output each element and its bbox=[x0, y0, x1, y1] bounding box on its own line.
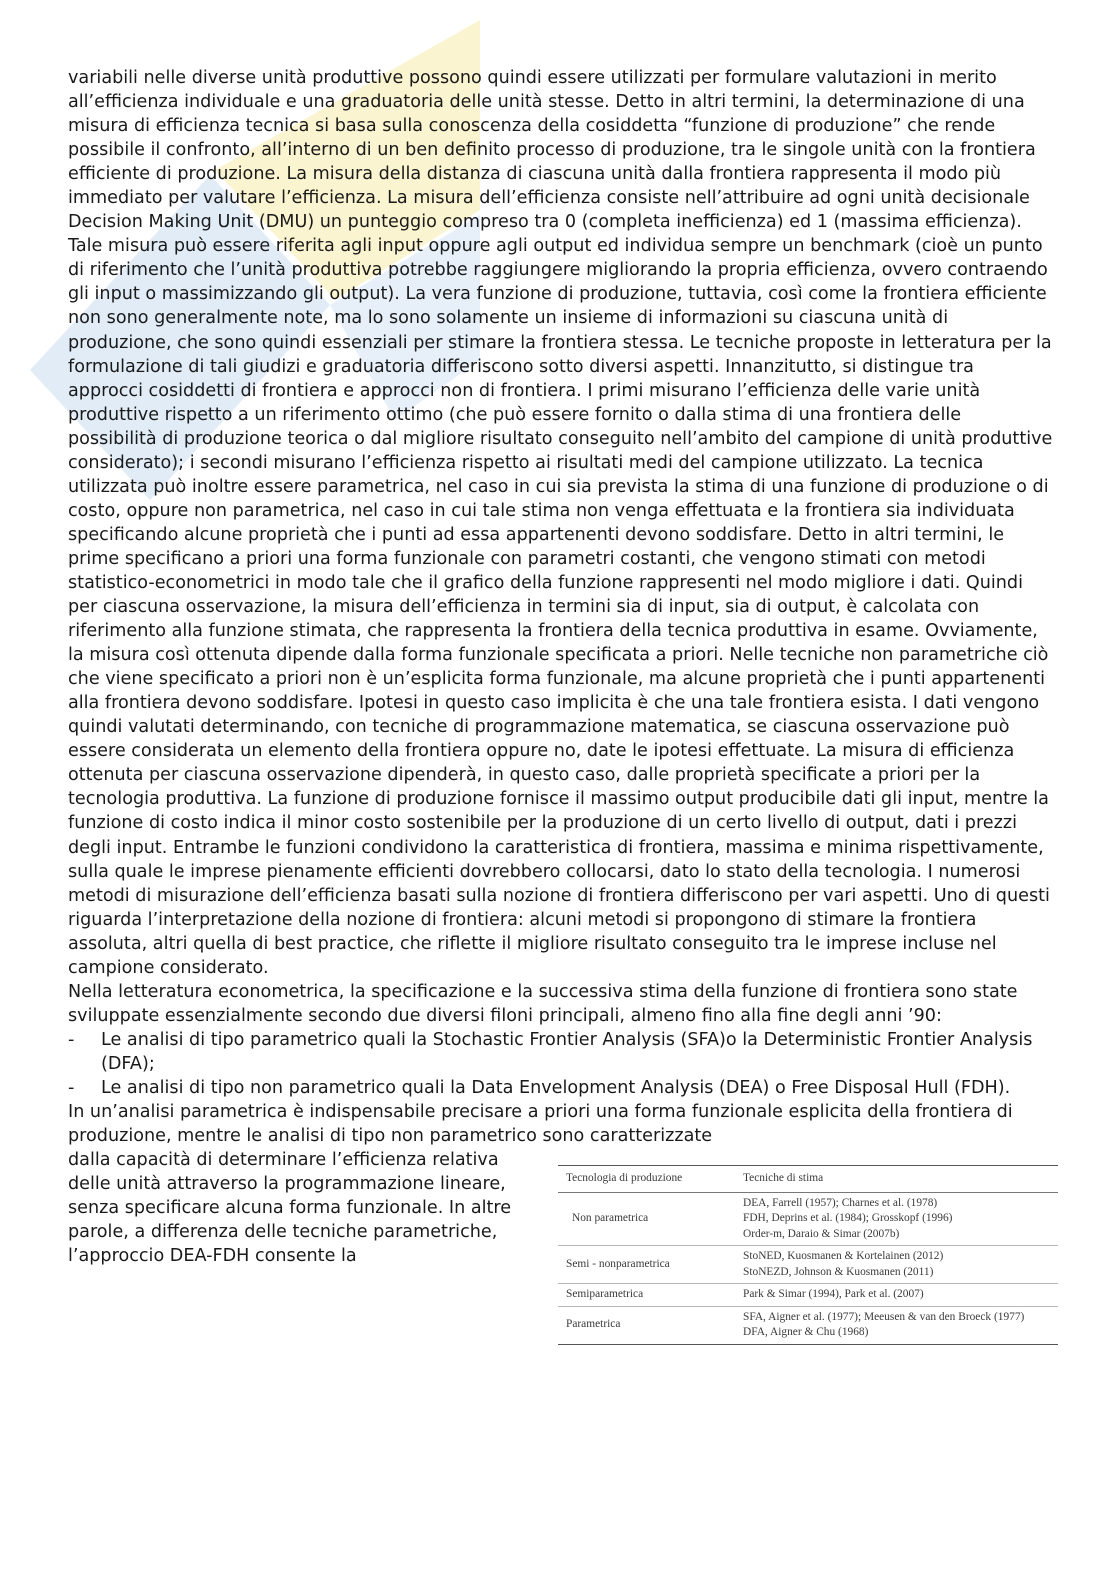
table-row bbox=[558, 1306, 1058, 1344]
category-cell: Parametrica bbox=[558, 1306, 735, 1344]
technique-line: DEA, Farrell (1957); Charnes et al. (1978) bbox=[743, 1196, 938, 1209]
table bbox=[558, 1165, 1058, 1345]
category-cell: Semi - nonparametrica bbox=[558, 1246, 735, 1284]
body-paragraph: Nella letteratura econometrica, la specificazione e la successiva stima della funzione di frontiera sono state sviluppate essenzialmente secondo due diversi filoni principali, almeno fino alla fine degli anni ’90: bbox=[68, 981, 1018, 1026]
table-header-row bbox=[558, 1166, 1058, 1193]
bullet-list bbox=[68, 1028, 1053, 1100]
technique-line: Park & Simar (1994), Park et al. (2007) bbox=[743, 1288, 924, 1301]
technique-line: StoNED, Kuosmanen & Kortelainen (2012) bbox=[743, 1250, 944, 1263]
technique-line: DFA, Aigner & Chu (1968) bbox=[743, 1326, 869, 1339]
body-paragraph: variabili nelle diverse unità produttive possono quindi essere utilizzati per formulare valutazioni in merito all’efficienza individuale e una graduatoria delle unità stesse. Detto in altri termini, la determinazione di una misura di efficienza tecnica si basa sulla conoscenza della cosiddetta “funzione di produzione” che rende possibile il confronto, all’interno di un ben definito processo di produzione, tra le singole unità con la frontiera efficiente di produzione. La misura della distanza di ciascuna unità dalla frontiera rappresenta il modo più immediato per valutare l’efficienza. La misura dell’efficienza consiste nell’attribuire ad ogni unità decisionale Decision Making Unit (DMU) un punteggio compreso tra 0 (completa inefficienza) ed 1 (massima efficienza). Tale misura può essere riferita agli input oppure agli output ed individua sempre un benchmark (cioè un punto di riferimento che l’unità produttiva potrebbe raggiungere migliorando la propria efficienza, ovvero contraendo gli input o massimizzando gli output). La vera funzione di produzione, tuttavia, così come la frontiera efficiente non sono generalmente note, ma lo sono solamente un insieme di informazioni su ciascuna unità di produzione, che sono quindi essenziali per stimare la frontiera stessa. Le tecniche proposte in letteratura per la formulazione di tali giudizi e graduatoria differiscono sotto diversi aspetti. Innanzitutto, si distingue tra approcci cosiddetti di frontiera e approcci non di frontiera. I primi misurano l’efficienza delle varie unità produttive rispetto a un riferimento ottimo (che può essere fornito o dalla stima di una frontiera delle possibilità di produzione teorica o dal migliore risultato conseguito nell’ambito del campione di unità produttive considerato); i secondi misurano l’efficienza rispetto ai risultati medi del campione utilizzato. La tecnica utilizzata può inoltre essere parametrica, nel caso in cui sia prevista la stima di una funzione di produzione o di costo, oppure non parametrica, nel caso in cui tale stima non venga effettuata e la frontiera sia individuata specificando alcune proprietà che i punti ad essa appartenenti devono soddisfare. Detto in altri termini, le prime specificano a priori una forma funzionale con parametri costanti, che vengono stimati con metodi statistico-econometrici in modo tale che il grafico della funzione rappresenti nel modo migliore i dati. Quindi per ciascuna osservazione, la misura dell’efficienza in termini sia di input, sia di output, è calcolata con riferimento alla funzione stimata, che rappresenta la frontiera della tecnica produttiva in esame. Ovviamente, la misura così ottenuta dipende dalla forma funzionale specificata a priori. Nelle tecniche non parametriche ciò che viene specificato a priori non è un’esplicita forma funzionale, ma alcune proprietà che i punti appartenenti alla frontiera devono soddisfare. Ipotesi in questo caso implicita è che una tale frontiera esista. I dati vengono quindi valutati determinando, con tecniche di programmazione matematica, se ciascuna osservazione può essere considerata un elemento della frontiera oppure no, date le ipotesi effettuate. La misura di efficienza ottenuta per ciascuna osservazione dipenderà, in questo caso, dalle proprietà specificate a priori per la tecnologia produttiva. La funzione di produzione fornisce il massimo output producibile dati gli input, mentre la funzione di costo indica il minor costo sostenibile per la produzione di un certo livello di output, dati i prezzi degli input. Entrambe le funzioni condividono la caratteristica di frontiera, massima e minima rispettivamente, sulla quale le imprese pienamente efficienti dovrebbero collocarsi, dato lo stato della tecnologia. I numerosi metodi di misurazione dell’efficienza basati sulla nozione di frontiera differiscono per vari aspetti. Uno di questi riguarda l’interpretazione della nozione di frontiera: alcuni metodi si propongono di stimare la frontiera assoluta, altri quella di best practice, che riflette il migliore risultato conseguito tra le imprese incluse nel campione considerato. bbox=[68, 68, 1053, 978]
category-cell: Semiparametrica bbox=[558, 1284, 735, 1307]
table-row bbox=[558, 1192, 1058, 1246]
techniques-cell bbox=[735, 1246, 1058, 1284]
estimation-techniques-table bbox=[558, 1165, 1058, 1345]
technique-line: FDH, Deprins et al. (1984); Grosskopf (1996) bbox=[743, 1212, 953, 1225]
wrapped-paragraph: dalla capacità di determinare l’efficienza relativa delle unità attraverso la programmazione lineare, senza specificare alcuna forma funzionale. In altre parole, a differenza delle tecniche parametriche, l’approccio DEA-FDH consente la bbox=[68, 1150, 512, 1267]
table-row bbox=[558, 1246, 1058, 1284]
category-cell: Non parametrica bbox=[558, 1192, 735, 1246]
body-paragraph: In un’analisi parametrica è indispensabile precisare a priori una forma funzionale esplicita della frontiera di produzione, mentre le analisi di tipo non parametrico sono caratterizzate bbox=[68, 1102, 1013, 1147]
list-item bbox=[68, 1028, 1053, 1076]
list-dash: - bbox=[68, 1029, 75, 1050]
list-dash: - bbox=[68, 1077, 75, 1098]
technique-line: StoNEZD, Johnson & Kuosmanen (2011) bbox=[743, 1265, 934, 1278]
list-item-text: Le analisi di tipo parametrico quali la Stochastic Frontier Analysis (SFA)o la Deterministic Frontier Analysis (DFA); bbox=[101, 1029, 1033, 1074]
techniques-cell bbox=[735, 1284, 1058, 1307]
list-item bbox=[68, 1076, 1053, 1100]
list-item-text: Le analisi di tipo non parametrico quali la Data Envelopment Analysis (DEA) o Free Disposal Hull (FDH). bbox=[101, 1077, 1011, 1098]
document-page bbox=[68, 66, 1053, 1345]
text-and-table bbox=[68, 1148, 1053, 1345]
techniques-cell bbox=[735, 1306, 1058, 1344]
techniques-cell bbox=[735, 1192, 1058, 1246]
technique-line: Order-m, Daraio & Simar (2007b) bbox=[743, 1227, 900, 1240]
table-row bbox=[558, 1284, 1058, 1307]
technique-line: SFA, Aigner et al. (1977); Meeusen & van den Broeck (1977) bbox=[743, 1310, 1025, 1323]
column-header-technology: Tecnologia di produzione bbox=[558, 1166, 735, 1193]
column-header-techniques: Tecniche di stima bbox=[735, 1166, 1058, 1193]
